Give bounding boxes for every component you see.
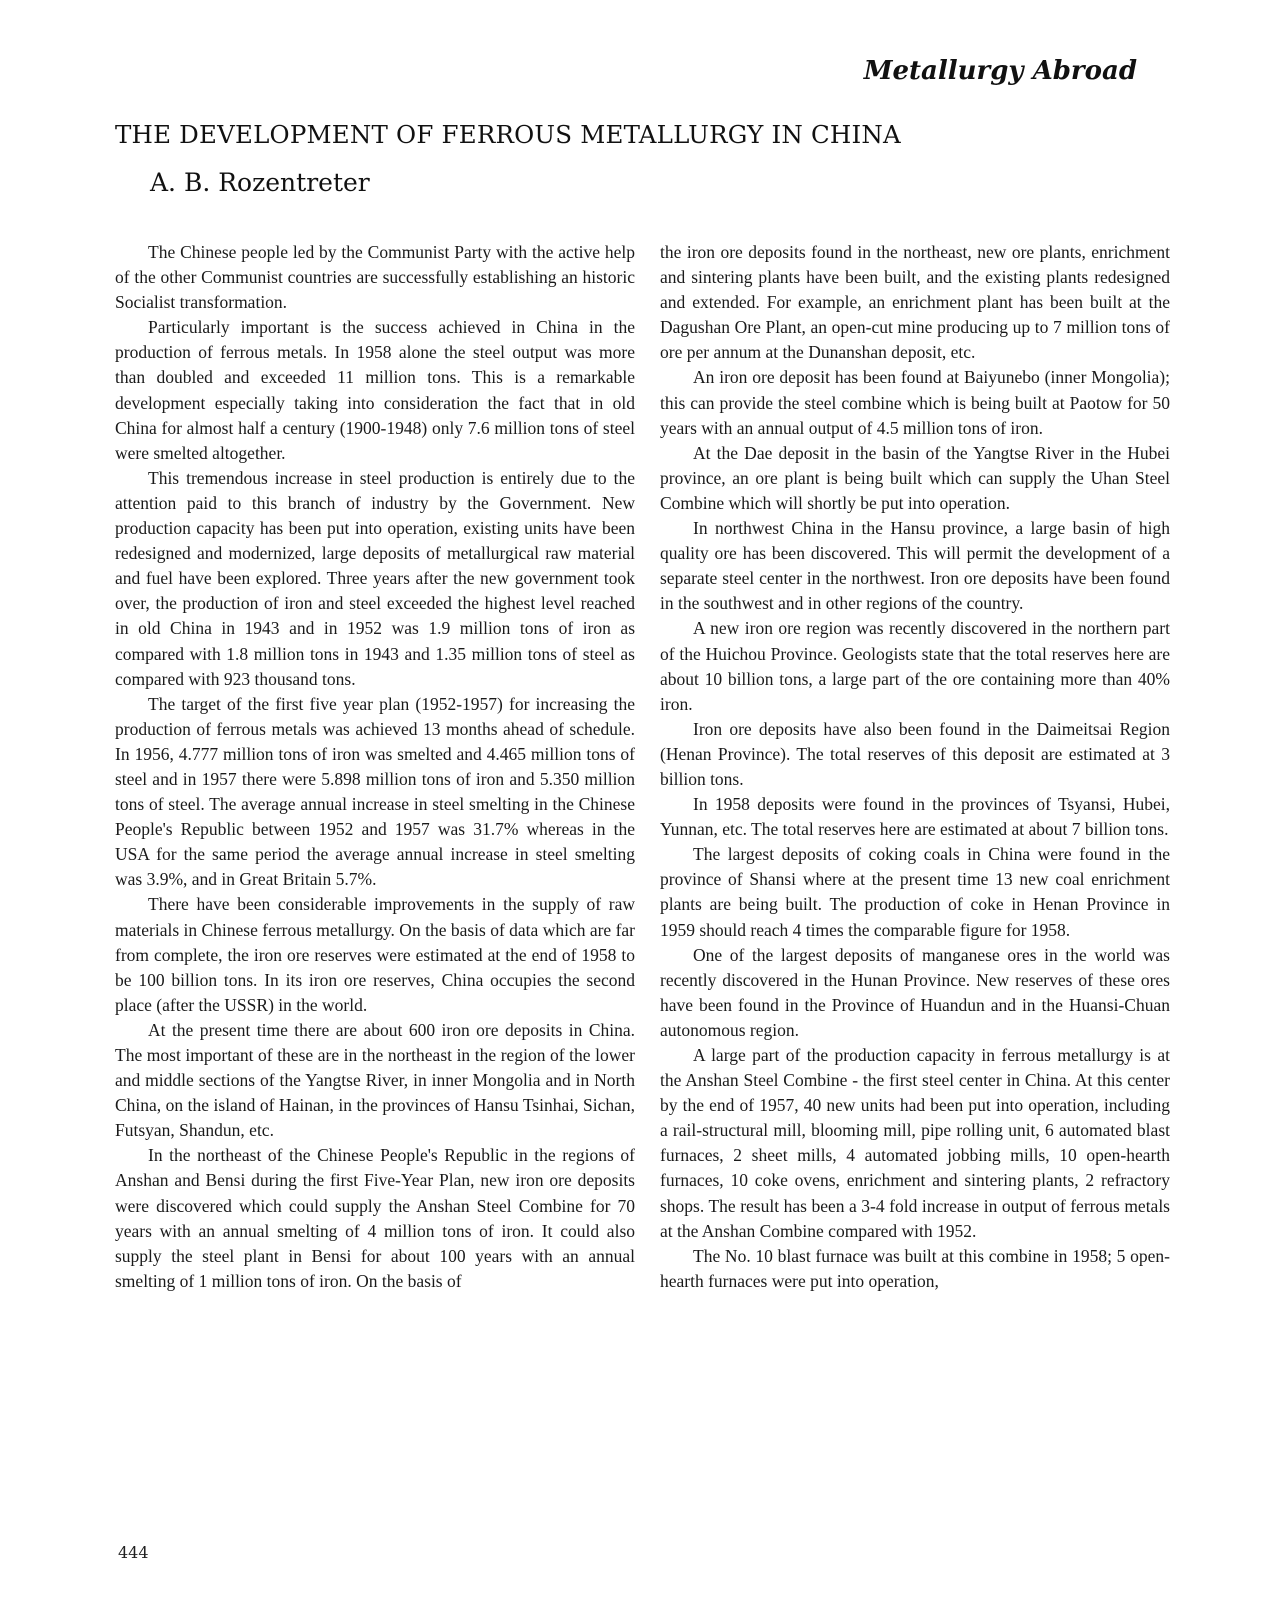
paragraph: In northwest China in the Hansu province, a large basin of high quality ore has been discovered. This will permit the development of a separate steel center in the northwest. Iron ore deposits have been found in the southwest and in other regions of the country. (660, 518, 1170, 614)
right-column (660, 240, 1170, 1294)
paragraph: In 1958 deposits were found in the provinces of Tsyansi, Hubei, Yunnan, etc. The total reserves here are estimated at about 7 billion tons. (660, 794, 1170, 840)
paragraph: This tremendous increase in steel production is entirely due to the attention paid to this branch of industry by the Government. New production capacity has been put into operation, existing units have been redesigned and modernized, large deposits of metallurgical raw material and fuel have been explored. Three years after the new government took over, the production of iron and steel exceeded the highest level reached in old China in 1943 and in 1952 was 1.9 million tons of iron as compared with 1.8 million tons in 1943 and 1.35 million tons of steel as compared with 923 thousand tons. (115, 467, 635, 689)
article-author: A. B. Rozentreter (150, 168, 370, 197)
paragraph: Particularly important is the success achieved in China in the production of ferrous metals. In 1958 alone the steel output was more than doubled and exceeded 11 million tons. This is a remarkable development especially taking into consideration the fact that in old China for almost half a century (1900-1948) only 7.6 million tons of steel were smelted altogether. (115, 317, 635, 463)
paragraph: One of the largest deposits of manganese ores in the world was recently discovered in the Hunan Province. New reserves of these ores have been found in the Province of Huandun and in the Huansi-Chuan autonomous region. (660, 944, 1170, 1040)
paragraph: At the present time there are about 600 iron ore deposits in China. The most important of these are in the northeast in the region of the lower and middle sections of the Yangtse River, in inner Mongolia and in North China, on the island of Hainan, in the provinces of Hansu Tsinhai, Sichan, Futsyan, Shandun, etc. (115, 1019, 635, 1141)
left-column (115, 240, 635, 1294)
paragraph: The Chinese people led by the Communist Party with the active help of the other Communist countries are successfully establishing an historic Socialist transformation. (115, 242, 635, 313)
paragraph: The target of the first five year plan (1952-1957) for increasing the production of ferrous metals was achieved 13 months ahead of schedule. In 1956, 4.777 million tons of iron was smelted and 4.465 million tons of steel and in 1957 there were 5.898 million tons of iron and 5.350 million tons of steel. The average annual increase in steel smelting in the Chinese People's Republic between 1952 and 1957 was 31.7% whereas in the USA for the same period the average annual increase in steel smelting was 3.9%, and in Great Britain 5.7%. (115, 693, 635, 890)
running-head: Metallurgy Abroad (863, 56, 1137, 86)
paragraph: At the Dae deposit in the basin of the Yangtse River in the Hubei province, an ore plant is being built which can supply the Uhan Steel Combine which will shortly be put into operation. (660, 442, 1170, 513)
paragraph: Iron ore deposits have also been found in the Daimeitsai Region (Henan Province). The total reserves of this deposit are estimated at 3 billion tons. (660, 718, 1170, 789)
paragraph: the iron ore deposits found in the northeast, new ore plants, enrichment and sintering plants have been built, and the existing plants redesigned and extended. For example, an enrichment plant has been built at the Dagushan Ore Plant, an open-cut mine producing up to 7 million tons of ore per annum at the Dunanshan deposit, etc. (660, 242, 1170, 363)
paragraph: There have been considerable improvements in the supply of raw materials in Chinese ferrous metallurgy. On the basis of data which are far from complete, the iron ore reserves were estimated at the end of 1958 to be 100 billion tons. In its iron ore reserves, China occupies the second place (after the USSR) in the world. (115, 894, 635, 1015)
paragraph: A large part of the production capacity in ferrous metallurgy is at the Anshan Steel Combine - the first steel center in China. At this center by the end of 1957, 40 new units had been put into operation, including a rail-structural mill, blooming mill, pipe rolling unit, 6 automated blast furnaces, 2 sheet mills, 4 automated jobbing mills, 10 open-hearth furnaces, 10 coke ovens, enrichment and sintering plants, 2 refractory shops. The result has been a 3-4 fold increase in output of ferrous metals at the Anshan Combine compared with 1952. (660, 1045, 1170, 1241)
paragraph: The largest deposits of coking coals in China were found in the province of Shansi where at the present time 13 new coal enrichment plants are being built. The production of coke in Henan Province in 1959 should reach 4 times the comparable figure for 1958. (660, 844, 1170, 940)
paragraph: In the northeast of the Chinese People's Republic in the regions of Anshan and Bensi during the first Five-Year Plan, new iron ore deposits were discovered which could supply the Anshan Steel Combine for 70 years with an annual smelting of 4 million tons of iron. It could also supply the steel plant in Bensi for about 100 years with an annual smelting of 1 million tons of iron. On the basis of (115, 1145, 635, 1291)
paragraph: A new iron ore region was recently discovered in the northern part of the Huichou Province. Geologists state that the total reserves here are about 10 billion tons, a large part of the ore containing more than 40% iron. (660, 618, 1170, 714)
paragraph: An iron ore deposit has been found at Baiyunebo (inner Mongolia); this can provide the steel combine which is being built at Paotow for 50 years with an annual output of 4.5 million tons of iron. (660, 367, 1170, 438)
page-number: 444 (118, 1543, 149, 1562)
paragraph: The No. 10 blast furnace was built at this combine in 1958; 5 open-hearth furnaces were put into operation, (660, 1245, 1170, 1291)
article-title: THE DEVELOPMENT OF FERROUS METALLURGY IN CHINA (115, 120, 901, 149)
